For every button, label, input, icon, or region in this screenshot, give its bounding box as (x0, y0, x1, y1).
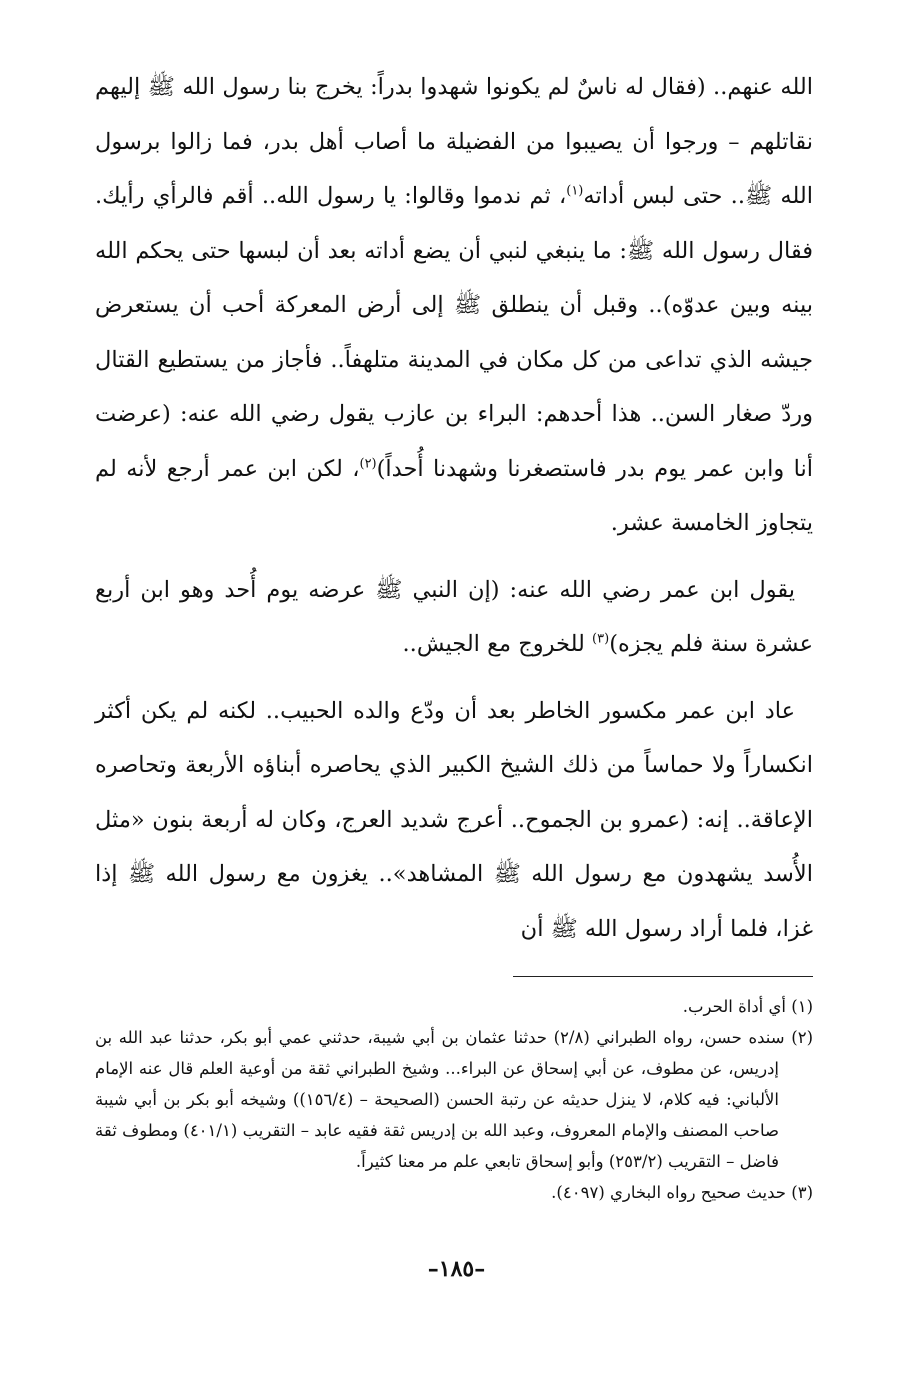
footnote-2-number: (٢) (791, 1028, 813, 1047)
footnote-2 (95, 1022, 813, 1177)
paragraph-1-text-c: ، لكن ابن عمر أرجع لأنه لم يتجاوز الخامسة عشر. (95, 455, 813, 536)
paragraph-3 (95, 684, 813, 957)
paragraph-3-text: عاد ابن عمر مكسور الخاطر بعد أن ودّع والده الحبيب.. لكنه لم يكن أكثر انكساراً ولا حماساً من ذلك الشيخ الكبير الذي يحاصره أبناؤه الأربعة وتحاصره الإعاقة.. إنه: (عمرو بن الجموح.. أعرج شديد العرج، وكان له أربعة بنون «مثل الأُسد يشهدون مع رسول الله ﷺ المشاهد».. يغزون مع رسول الله ﷺ إذا غزا، فلما أراد رسول الله ﷺ أن (95, 697, 813, 942)
footnote-ref-1[interactable]: (١) (566, 183, 584, 199)
footnote-2-text: سنده حسن، رواه الطبراني (٢/٨) حدثنا عثمان بن أبي شيبة، حدثني عمي أبو بكر، حدثنا عبد الله بن إدريس، عن مطوف، عن أبي إسحاق عن البراء... وشيخ الطبراني ثقة من أوعية العلم قال عنه الإمام الألباني: فيه كلام، لا ينزل حديثه عن رتبة الحسن (الصحيحة – (١٥٦/٤)) وشيخه أبو بكر بن أبي شيبة صاحب المصنف والإمام المعروف، وعبد الله بن إدريس ثقة فقيه عابد – التقريب (٤٠١/١) ومطوف ثقة فاضل – التقريب (٢٥٣/٢) وأبو إسحاق تابعي علم مر معنا كثيراً. (95, 1028, 785, 1171)
footnote-ref-3[interactable]: (٣) (592, 631, 610, 647)
paragraph-2 (95, 563, 813, 672)
footnotes (95, 991, 813, 1208)
book-page (95, 60, 813, 1360)
paragraph-2-text-b: للخروج مع الجيش.. (402, 631, 593, 657)
footnote-divider (513, 976, 813, 977)
page-number: –١٨٥– (427, 1256, 486, 1282)
footnote-3-number: (٣) (791, 1183, 813, 1202)
footnote-3 (95, 1177, 813, 1208)
paragraph-1-text-b: ، ثم ندموا وقالوا: يا رسول الله.. أقم فالرأي رأيك. فقال رسول الله ﷺ: ما ينبغي لنبي أن يضع أداته بعد أن لبسها حتى يحكم الله بينه وبين عدوّه).. وقبل أن ينطلق ﷺ إلى أرض المعركة أحب أن يستعرض جيشه الذي تداعى من كل مكان في المدينة متلهفاً.. فأجاز من يستطيع القتال وردّ صغار السن.. هذا أحدهم: البراء بن عازب يقول رضي الله عنه: (عرضت أنا وابن عمر يوم بدر فاستصغرنا وشهدنا أُحداً) (95, 183, 813, 482)
main-text (95, 60, 813, 956)
paragraph-2-text-a: يقول ابن عمر رضي الله عنه: (إن النبي ﷺ عرضه يوم أُحد وهو ابن أربع عشرة سنة فلم يجزه) (95, 576, 813, 657)
paragraph-1 (95, 60, 813, 551)
footnote-3-text: حديث صحيح رواه البخاري (٤٠٩٧). (551, 1183, 786, 1202)
paragraph-1-text-a: الله عنهم.. (فقال له ناسٌ لم يكونوا شهدوا بدراً: يخرج بنا رسول الله ﷺ إليهم نقاتلهم – ورجوا أن يصيبوا من الفضيلة ما أصاب أهل بدر، فما زالوا برسول الله ﷺ.. حتى لبس أداته (95, 74, 813, 209)
footnote-1-text: أي أداة الحرب. (682, 997, 786, 1016)
footnote-1 (95, 991, 813, 1022)
footnote-ref-2[interactable]: (٢) (359, 456, 377, 471)
footnote-1-number: (١) (791, 997, 813, 1016)
